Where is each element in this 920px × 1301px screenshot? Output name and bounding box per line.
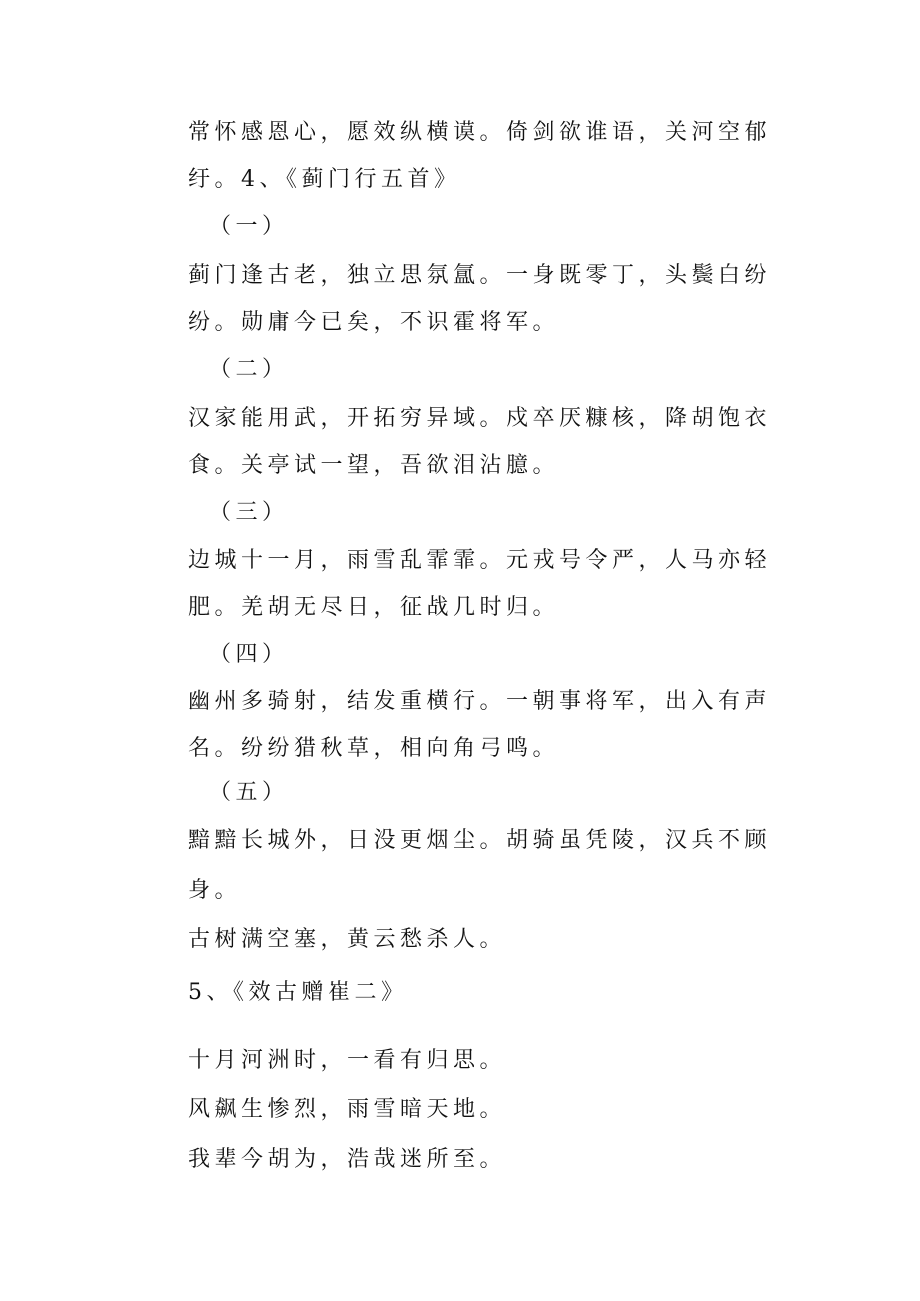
- text-line: 古树满空塞，黄云愁杀人。: [188, 927, 507, 952]
- section-number: （五）: [209, 780, 289, 805]
- text-line: 边城十一月，雨雪乱霏霏。元戎号令严，人马亦轻: [188, 548, 772, 573]
- section-number: （四）: [209, 642, 289, 667]
- text-line: 幽州多骑射，结发重横行。一朝事将军，出入有声: [188, 689, 772, 714]
- text-line: 食。关亭试一望，吾欲泪沾臆。: [188, 453, 560, 478]
- poem-title: 5、《效古赠崔二》: [188, 980, 408, 1005]
- text-line: 纡。4、《蓟门行五首》: [188, 167, 461, 192]
- text-line: 黯黯长城外，日没更烟尘。胡骑虽凭陵，汉兵不顾: [188, 828, 772, 853]
- text-line: 肥。羌胡无尽日，征战几时归。: [188, 595, 560, 620]
- text-line: 十月河洲时，一看有归思。: [188, 1048, 507, 1073]
- text-line: 风飙生惨烈，雨雪暗天地。: [188, 1097, 507, 1122]
- text-line: 汉家能用武，开拓穷异域。戍卒厌糠核，降胡饱衣: [188, 406, 772, 431]
- section-number: （二）: [209, 357, 289, 382]
- section-number: （三）: [209, 500, 289, 525]
- section-number: （一）: [209, 214, 289, 239]
- text-line: 常怀感恩心，愿效纵横谟。倚剑欲谁语，关河空郁: [188, 120, 772, 145]
- text-line: 身。: [188, 878, 242, 903]
- text-line: 名。纷纷猎秋草，相向角弓鸣。: [188, 736, 560, 761]
- text-line: 蓟门逢古老，独立思氛氲。一身既零丁，头鬓白纷: [188, 263, 772, 288]
- text-line: 我辈今胡为，浩哉迷所至。: [188, 1147, 507, 1172]
- text-line: 纷。勋庸今已矣，不识霍将军。: [188, 310, 560, 335]
